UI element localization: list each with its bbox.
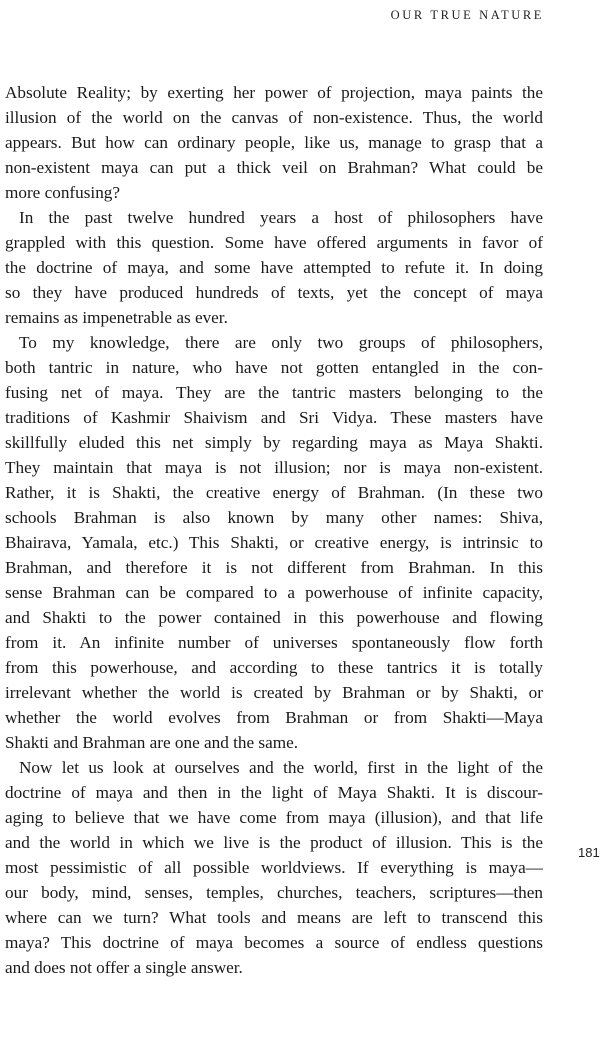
text-line: skillfully eluded this net simply by regarding maya as Maya Shakti. xyxy=(5,433,543,452)
body-text xyxy=(5,80,543,980)
text-line: aging to believe that we have come from maya (illusion), and that life xyxy=(5,808,543,827)
text-line: Brahman, and therefore it is not different from Brahman. In this xyxy=(5,558,543,577)
text-line: sense Brahman can be compared to a powerhouse of infinite capacity, xyxy=(5,583,543,602)
text-line: where can we turn? What tools and means are left to transcend this xyxy=(5,908,543,927)
page-number: 181 xyxy=(578,845,600,860)
text-line: They maintain that maya is not illusion; nor is maya non-existent. xyxy=(5,458,543,477)
text-line: irrelevant whether the world is created by Brahman or by Shakti, or xyxy=(5,683,543,702)
text-line: doctrine of maya and then in the light of Maya Shakti. It is discour- xyxy=(5,783,543,802)
text-line: traditions of Kashmir Shaivism and Sri Vidya. These masters have xyxy=(5,408,543,427)
text-line: and the world in which we live is the product of illusion. This is the xyxy=(5,833,543,852)
text-line: so they have produced hundreds of texts, yet the concept of maya xyxy=(5,283,543,302)
text-line: whether the world evolves from Brahman or from Shakti—Maya xyxy=(5,708,543,727)
text-line: In the past twelve hundred years a host of philosophers have xyxy=(19,208,543,227)
text-line: and does not offer a single answer. xyxy=(5,958,243,977)
text-line: Rather, it is Shakti, the creative energy of Brahman. (In these two xyxy=(5,483,543,502)
text-line: our body, mind, senses, temples, churches, teachers, scriptures—then xyxy=(5,883,543,902)
text-line: illusion of the world on the canvas of non-existence. Thus, the world xyxy=(5,108,543,127)
text-line: remains as impenetrable as ever. xyxy=(5,308,228,327)
text-line: To my knowledge, there are only two groups of philosophers, xyxy=(19,333,543,352)
text-line: Bhairava, Yamala, etc.) This Shakti, or creative energy, is intrinsic to xyxy=(5,533,543,552)
text-line: both tantric in nature, who have not gotten entangled in the con- xyxy=(5,358,543,377)
text-line: schools Brahman is also known by many other names: Shiva, xyxy=(5,508,543,527)
text-line: maya? This doctrine of maya becomes a source of endless questions xyxy=(5,933,543,952)
text-line: most pessimistic of all possible worldviews. If everything is maya— xyxy=(5,858,543,877)
text-line: from this powerhouse, and according to these tantrics it is totally xyxy=(5,658,543,677)
text-line: Shakti and Brahman are one and the same. xyxy=(5,733,299,752)
text-line: Now let us look at ourselves and the world, first in the light of the xyxy=(19,758,543,777)
text-line: non-existent maya can put a thick veil on Brahman? What could be xyxy=(5,158,543,177)
text-line: Absolute Reality; by exerting her power of projection, maya paints the xyxy=(5,83,543,102)
text-line: and Shakti to the power contained in this powerhouse and flowing xyxy=(5,608,543,627)
text-line: more confusing? xyxy=(5,183,121,202)
text-line: the doctrine of maya, and some have attempted to refute it. In doing xyxy=(5,258,543,277)
text-line: from it. An infinite number of universes spontaneously flow forth xyxy=(5,633,543,652)
text-line: appears. But how can ordinary people, like us, manage to grasp that a xyxy=(5,133,543,152)
running-header-title: OUR TRUE NATURE xyxy=(390,8,544,22)
text-line: fusing net of maya. They are the tantric masters belonging to the xyxy=(5,383,543,402)
text-line: grappled with this question. Some have offered arguments in favor of xyxy=(5,233,543,252)
